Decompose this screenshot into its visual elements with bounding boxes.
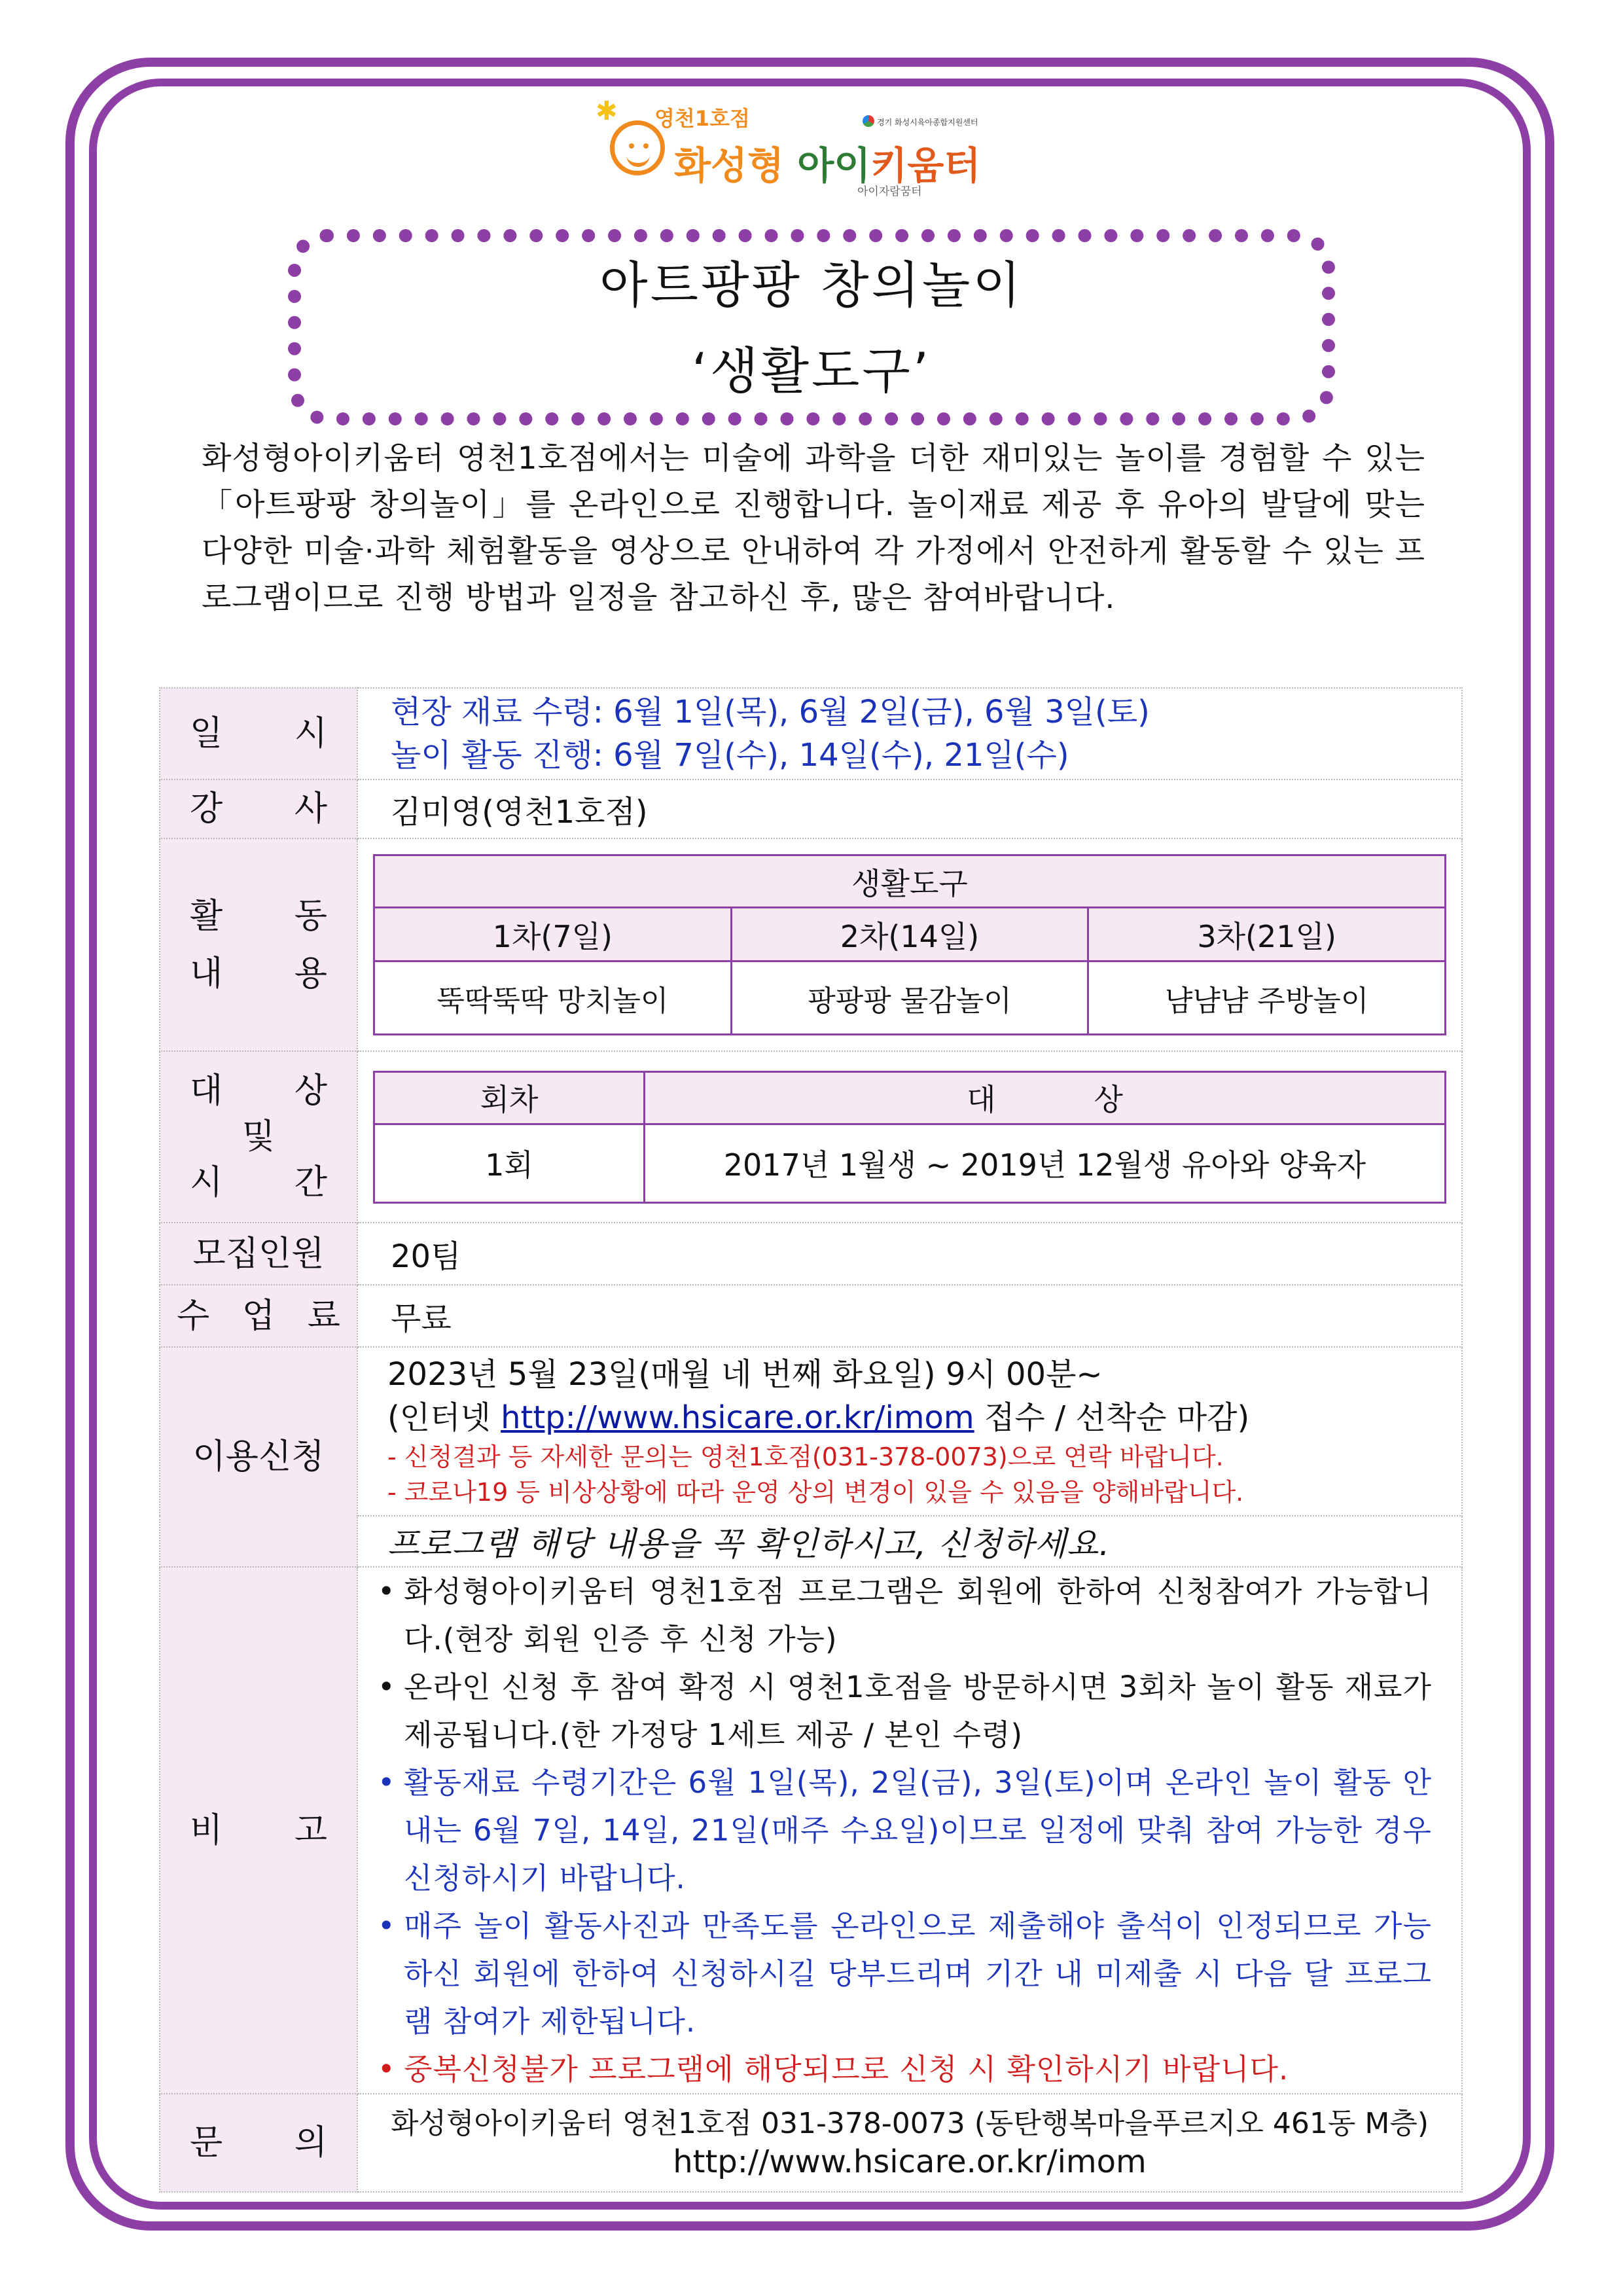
remark-text: 온라인 신청 후 참여 확정 시 영천1호점을 방문하시면 3회차 놀이 활동 재료가 제공됩니다.(한 가정당 1세트 제공 / 본인 수령): [404, 1670, 1432, 1752]
logo-name-part2: 아이: [797, 143, 871, 188]
application-note-covid: - 코로나19 등 비상상황에 따라 운영 상의 변경이 있을 수 있음을 양해바랍니다.: [387, 1478, 1244, 1507]
program-info-table: [159, 687, 1463, 2193]
label-char: 및: [241, 1117, 276, 1157]
logo-sub: 아이자람꿈터: [857, 185, 922, 198]
label-char: 활: [190, 896, 223, 936]
round-title: 1차(7일): [374, 908, 732, 961]
label-fee: [160, 1285, 357, 1347]
label-char: 용: [294, 954, 327, 994]
row-instructor: [160, 780, 1462, 838]
row-activity: [160, 838, 1462, 1051]
label-char: 내: [190, 954, 223, 994]
bullet-icon: •: [378, 1670, 396, 1704]
label-char: 사: [294, 789, 327, 829]
session-header: 회차: [374, 1071, 645, 1124]
value-fee: 무료: [357, 1285, 1462, 1347]
logo-branch: 영천1호점: [654, 106, 750, 131]
bullet-icon: •: [378, 1574, 396, 1609]
label-capacity: 모집인원: [160, 1223, 357, 1285]
remark-item: [378, 1663, 1461, 1759]
value-inquiry: [357, 2094, 1462, 2192]
audience-header: [645, 1071, 1446, 1124]
label-char: 문: [190, 2123, 223, 2162]
label-char: 시: [190, 1163, 223, 1202]
label-char: 시: [294, 714, 327, 753]
row-remarks: [160, 1567, 1462, 2094]
intro-paragraph: 화성형아이키움터 영천1호점에서는 미술에 과학을 더한 재미있는 놀이를 경험할 수 있는 「아트팡팡 창의놀이」를 온라인으로 진행합니다. 놀이재료 제공 후 유아의 발달에 맞는 다양한 미술·과학 체험활동을 영상으로 안내하여 각 가정에서 안전하게 활동할 수 있는 프로그램이므로 진행 방법과 일정을 참고하신 후, 많은 참여바랍니다.: [202, 440, 1425, 616]
bullet-icon: •: [378, 2052, 396, 2087]
program-subtitle: ‘생활도구’: [692, 342, 931, 400]
remark-text: 중복신청불가 프로그램에 해당되므로 신청 시 확인하시기 바랍니다.: [404, 2052, 1289, 2087]
remarks-list: [358, 1568, 1461, 2093]
schedule-line2: 놀이 활동 진행: 6월 7일(수), 14일(수), 21일(수): [391, 737, 1069, 774]
round-content: 뚝딱뚝딱 망치놀이: [374, 961, 732, 1035]
application-emphasis: 프로그램 해당 내용을 꼭 확인하시고, 신청하세요.: [357, 1516, 1462, 1567]
remark-item: [378, 1902, 1461, 2045]
label-char: 상: [294, 1071, 327, 1111]
inquiry-address: 화성형아이키움터 영천1호점 031-378-0073 (동탄행복마을푸르지오 461동 M층): [391, 2107, 1429, 2140]
round-title: 3차(21일): [1088, 908, 1446, 961]
application-url-link[interactable]: http://www.hsicare.or.kr/imom: [501, 1399, 974, 1436]
label-char: 일: [190, 714, 223, 753]
application-method: [387, 1396, 1461, 1439]
label-char: 의: [294, 2123, 327, 2162]
target-table: [373, 1071, 1446, 1204]
application-method-prefix: (인터넷: [387, 1399, 501, 1436]
inquiry-url[interactable]: http://www.hsicare.or.kr/imom: [673, 2144, 1147, 2180]
label-char: 수: [177, 1296, 210, 1336]
row-fee: [160, 1285, 1462, 1347]
remark-text: 화성형아이키움터 영천1호점 프로그램은 회원에 한하여 신청참여가 가능합니다.(현장 회원 인증 후 신청 가능): [404, 1574, 1432, 1657]
row-schedule: [160, 688, 1462, 780]
value-capacity: 20팀: [357, 1223, 1462, 1285]
row-inquiry: [160, 2094, 1462, 2192]
value-application: [357, 1347, 1462, 1516]
label-remarks: [160, 1567, 357, 2094]
activity-table: [373, 854, 1446, 1035]
label-inquiry: [160, 2094, 357, 2192]
label-char: 고: [294, 1810, 327, 1850]
value-instructor: 김미영(영천1호점): [357, 780, 1462, 838]
value-activity: [357, 838, 1462, 1051]
logo-name-part3: 키움터: [870, 143, 981, 188]
label-schedule: [160, 688, 357, 780]
label-char: 료: [307, 1296, 340, 1336]
round-content: 냠냠냠 주방놀이: [1088, 961, 1446, 1035]
application-note-contact: - 신청결과 등 자세한 문의는 영천1호점(031-378-0073)으로 연락 바랍니다.: [387, 1443, 1224, 1471]
label-char: 강: [190, 789, 223, 829]
org-logo-icon: [863, 115, 874, 127]
row-capacity: [160, 1223, 1462, 1285]
program-title: 아트팡팡 창의놀이: [599, 256, 1024, 314]
value-target: [357, 1051, 1462, 1223]
label-target: [160, 1051, 357, 1223]
row-target: [160, 1051, 1462, 1223]
value-remarks: [357, 1567, 1462, 2094]
application-method-suffix: 접수 / 선착순 마감): [974, 1399, 1250, 1436]
label-char: 비: [190, 1810, 223, 1850]
label-instructor: [160, 780, 357, 838]
label-activity: [160, 838, 357, 1051]
label-char: 동: [294, 896, 327, 936]
label-char: 대: [190, 1071, 223, 1111]
remark-item: [378, 2045, 1461, 2093]
star-icon: ✱: [596, 96, 618, 126]
logo-center-name: [674, 135, 980, 190]
header-char: 대: [967, 1082, 996, 1117]
logo-org: 경기 화성시육아종합지원센터: [877, 118, 978, 127]
application-date: 2023년 5월 23일(매월 네 번째 화요일) 9시 00분~: [387, 1356, 1103, 1393]
row-application: [160, 1347, 1462, 1516]
audience-value: 2017년 1월생 ~ 2019년 12월생 유아와 양육자: [645, 1124, 1446, 1202]
bullet-icon: •: [378, 1765, 396, 1800]
center-logo: [596, 98, 1041, 203]
schedule-line1: 현장 재료 수령: 6월 1일(목), 6월 2일(금), 6월 3일(토): [391, 694, 1150, 730]
session-value: 1회: [374, 1124, 645, 1202]
header-char: 상: [1094, 1082, 1123, 1117]
label-char: 업: [241, 1296, 276, 1336]
value-schedule: [357, 688, 1462, 780]
label-application: 이용신청: [160, 1347, 357, 1567]
round-content: 팡팡팡 물감놀이: [731, 961, 1088, 1035]
round-title: 2차(14일): [731, 908, 1088, 961]
label-char: 간: [294, 1163, 327, 1202]
activity-header: 생활도구: [374, 855, 1446, 908]
remark-item: [378, 1759, 1461, 1902]
logo-name-part1: 화성형: [674, 143, 785, 188]
bullet-icon: •: [378, 1909, 396, 1943]
remark-text: 매주 놀이 활동사진과 만족도를 온라인으로 제출해야 출석이 인정되므로 가능하신 회원에 한하여 신청하시길 당부드리며 기간 내 미제출 시 다음 달 프로그램 참여가 제한됩니다.: [404, 1909, 1432, 2039]
remark-text: 활동재료 수령기간은 6월 1일(목), 2일(금), 3일(토)이며 온라인 놀이 활동 안내는 6월 7일, 14일, 21일(매주 수요일)이므로 일정에 맞춰 참여 가능한 경우 신청하시기 바랍니다.: [404, 1765, 1432, 1895]
remark-item: [378, 1568, 1461, 1663]
